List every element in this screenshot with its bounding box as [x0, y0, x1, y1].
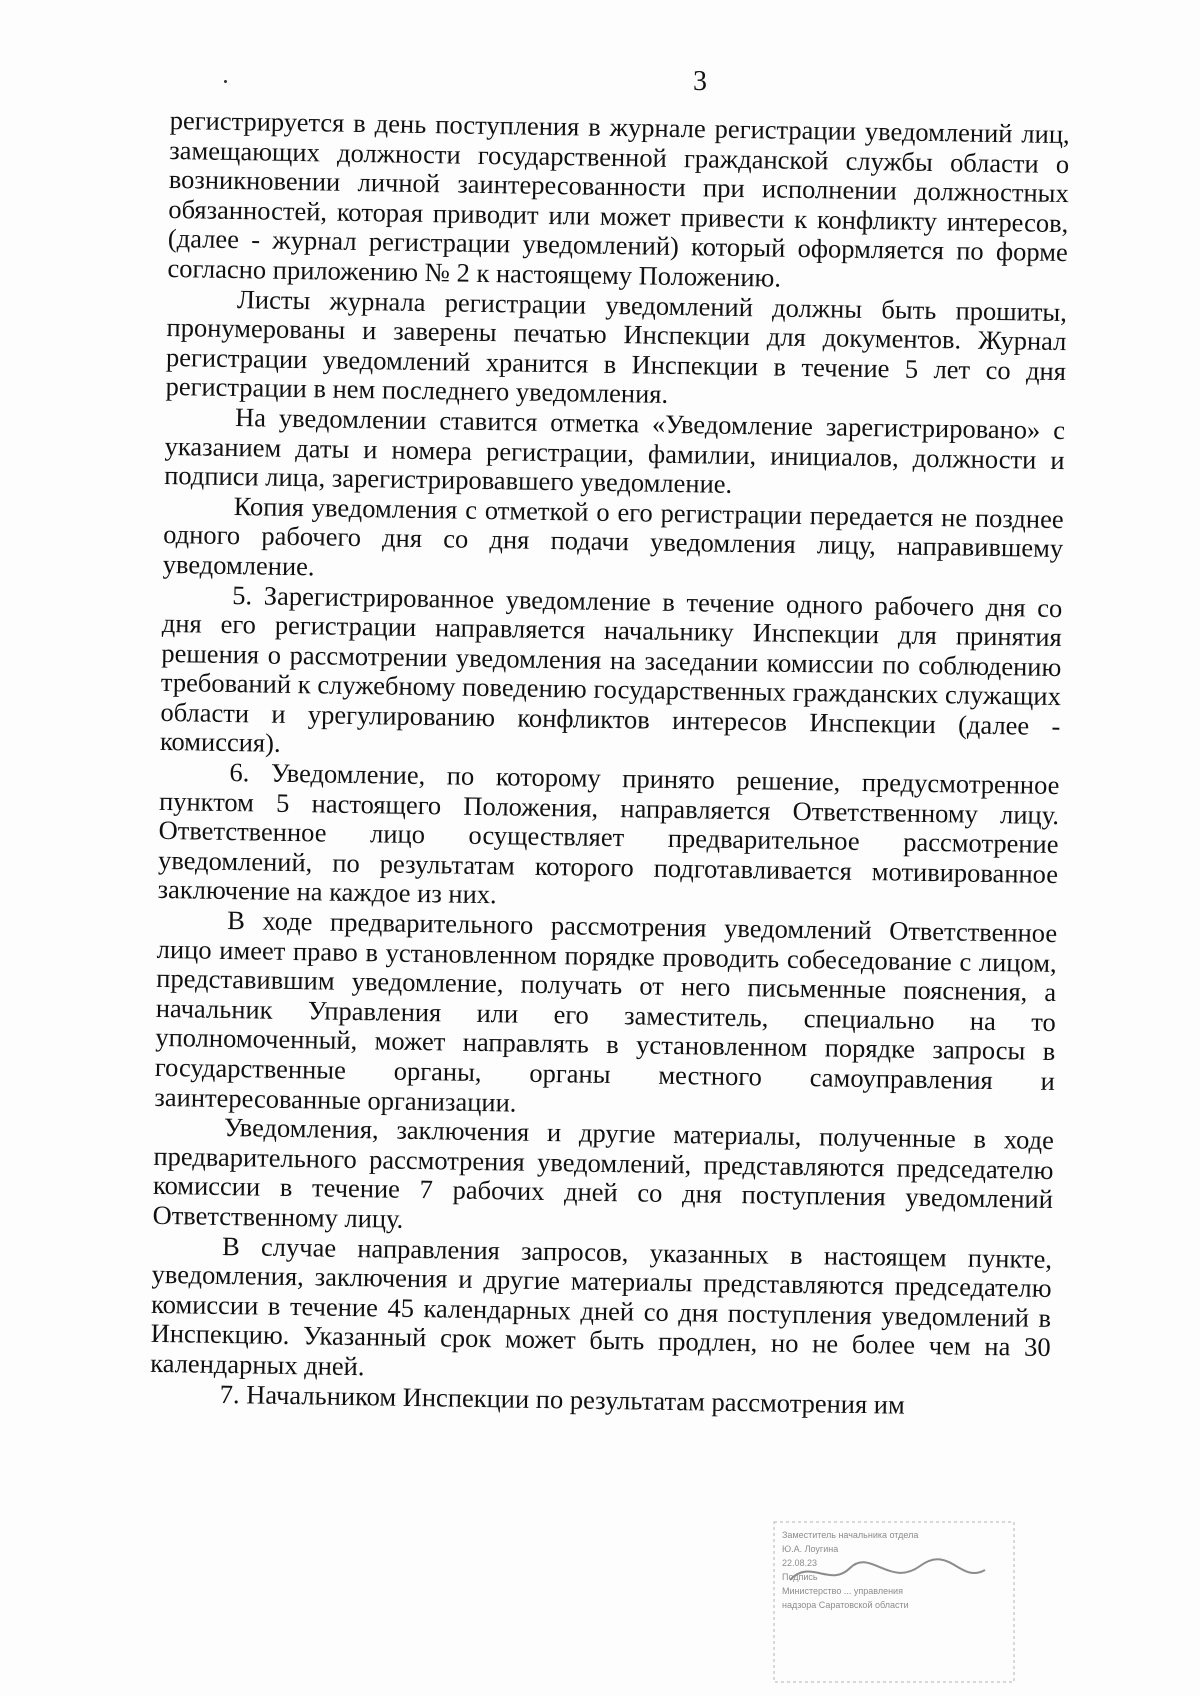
stamp-text [782, 1528, 1012, 1612]
stamp-line-3: 22.08.23 [782, 1558, 818, 1568]
paragraph-4: Копия уведомления с отметкой о его регистрации передается не позднее одного рабочего дня со дня подачи уведомления лицу, направившему уведомление. [162, 490, 1064, 582]
paragraph-1: регистрируется в день поступления в журнале регистрации уведомлений лиц, замещающих должности государственной гражданской службы области о возникновении личной заинтересованности при исполнении должностных обязанностей, которая приводит или может привести к конфликту интересов, (далее - журнал регистрации уведомлений) который оформляется по форме согласно приложению № 2 к настоящему Положению. [167, 105, 1070, 293]
document-body [150, 106, 1070, 1422]
stamp-line-2: Ю.А. Лоугина [782, 1544, 839, 1554]
stamp-line-5: Министерство ... управления [782, 1586, 903, 1596]
paragraph-8: Уведомления, заключения и другие материалы, полученные в ходе предварительного рассмотрения уведомлений, представляются председателю комиссии в течение 7 рабочих дней со дня поступления уведомлений Ответственному лицу. [152, 1112, 1055, 1234]
paragraph-6: 6. Уведомление, по которому принято решение, предусмотренное пунктом 5 настоящего Положения, направляется Ответственному лицу. Ответственное лицо осуществляет предварительное рассмотрение уведомлений, по результатам которого подготавливается мотивированное заключение на каждое из них. [157, 757, 1060, 910]
paragraph-10: 7. Начальником Инспекции по результатам рассмотрения им [219, 1378, 905, 1420]
paragraph-5: 5. Зарегистрированное уведомление в течение одного рабочего дня со дня его регистрации направляется начальнику Инспекции для принятия решения о рассмотрении уведомления на заседании комиссии по соблюдению требований к служебному поведению государственных гражданских служащих области и урегулированию конфликтов интересов Инспекции (далее - комиссия). [159, 579, 1063, 759]
paragraph-2: Листы журнала регистрации уведомлений должны быть прошиты, пронумерованы и заверены печатью Инспекции для документов. Журнал регистрации уведомлений хранится в Инспекции в течение 5 лет со дня регистрации в нем последнего уведомления. [165, 283, 1068, 410]
paragraph-3: На уведомлении ставится отметка «Уведомление зарегистрировано» с указанием даты и номера регистрации, фамилии, инициалов, должности и подписи лица, зарегистрировавшего уведомление. [163, 402, 1066, 499]
stamp-line-6: надзора Саратовской области [782, 1600, 909, 1610]
stamp-line-1: Заместитель начальника отдела [782, 1530, 919, 1540]
paragraph-7: В ходе предварительного рассмотрения уведомлений Ответственное лицо имеет право в установленном порядке проводить собеседование с лицом, представившим уведомление, получать от него письменные пояснения, а начальник Управления или его заместитель, специально на то уполномоченный, может направлять в установленном порядке запросы в государственные органы, органы местного самоуправления и заинтересованные организации. [154, 905, 1058, 1118]
stamp-line-4: Подпись [782, 1572, 818, 1582]
approval-stamp [770, 1518, 1020, 1688]
page-number: 3 [693, 66, 707, 97]
paragraph-9: В случае направления запросов, указанных в настоящем пункте, уведомления, заключения и другие материалы представляются председателю комиссии в течение 45 календарных дней со дня поступления уведомлений в Инспекцию. Указанный срок может быть продлен, но не более чем на 30 календарных дней. [150, 1230, 1053, 1382]
